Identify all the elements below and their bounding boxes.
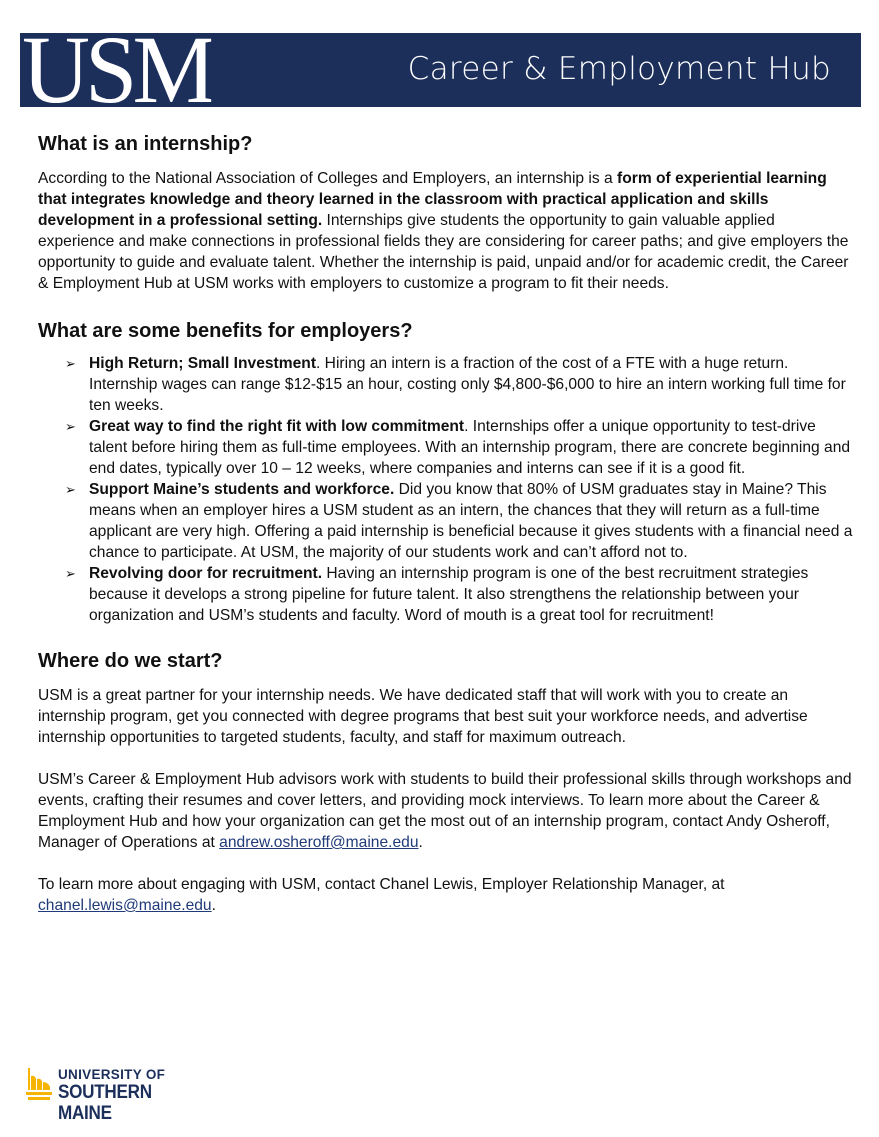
benefit-text: . Internships offer a unique opportunity to test-drive talent before hiring them as full-time employees. With an internship program, there are concrete beginning and end dates, typically over 10 – 12 weeks, where companies and interns can see if it is a good fit. (89, 418, 851, 477)
benefit-text: . Hiring an intern is a fraction of the cost of a FTE with a huge return. Internship wages can range $12-$15 an hour, costing only $4,800-$6,000 to hire an intern working full time for ten weeks. (89, 355, 846, 414)
arrowhead-bullet-icon: ➢ (65, 566, 76, 581)
list-item (38, 353, 853, 416)
benefits-list (38, 353, 853, 626)
start-paragraph-3 (38, 874, 853, 916)
usm-logo: USM (22, 25, 212, 107)
arrowhead-bullet-icon: ➢ (65, 419, 76, 434)
heading-what-is-internship: What is an internship? (38, 133, 253, 155)
list-item (38, 416, 853, 479)
benefit-title: High Return; Small Investment (89, 355, 317, 372)
arrowhead-bullet-icon: ➢ (65, 356, 76, 371)
document-body (38, 130, 853, 916)
period: . (211, 897, 216, 914)
banner-title: Career & Employment Hub (407, 51, 831, 87)
logo-line-1: UNIVERSITY OF (58, 1067, 166, 1082)
list-item (38, 563, 853, 626)
benefit-title: Revolving door for recruitment. (89, 565, 323, 582)
paragraph-3-text: To learn more about engaging with USM, contact Chanel Lewis, Employer Relationship Manager, at (38, 876, 725, 893)
paragraph-2-text: USM’s Career & Employment Hub advisors work with students to build their professional skills through workshops and events, crafting their resumes and cover letters, and providing mock interviews. To learn more about the Career & Employment Hub and how your organization can get the most out of an internship program, contact Andy Osheroff, Manager of Operations at (38, 771, 852, 851)
email-link-andrew[interactable]: andrew.osheroff@maine.edu (219, 834, 419, 851)
benefit-text: Did you know that 80% of USM graduates stay in Maine? This means when an employer hires a USM student as an intern, the chances that they will return as a full-time applicant are very high. Offering a paid internship is beneficial because it gives students with a financial need a chance to participate. At USM, the majority of our students work and can’t afford not to. (89, 481, 853, 561)
email-link-chanel[interactable]: chanel.lewis@maine.edu (38, 897, 212, 914)
intro-rest: Internships give students the opportunity to gain valuable applied experience and make connections in professional fields they are considering for career paths; and give employers the opportunity to guide and evaluate talent. Whether the internship is paid, unpaid and/or for academic credit, the Career & Employment Hub at USM works with employers to customize a program to fit their needs. (38, 212, 849, 292)
university-logo (25, 1066, 225, 1124)
intro-paragraph (38, 168, 853, 294)
period: . (418, 834, 423, 851)
lighthouse-mark-icon (25, 1066, 53, 1102)
benefit-text: Having an internship program is one of the best recruitment strategies because it develops a strong pipeline for future talent. It also strengthens the relationship between your organization and USM’s students and faculty. Word of mouth is a great tool for recruitment! (89, 565, 809, 624)
start-paragraph-1: USM is a great partner for your internship needs. We have dedicated staff that will work with you to create an internship program, get you connected with degree programs that best suit your workforce needs, and advertise internship opportunities to targeted students, faculty, and staff for maximum outreach. (38, 687, 808, 746)
logo-line-2: SOUTHERN MAINE (58, 1082, 152, 1124)
intro-lead: According to the National Association of Colleges and Employers, an internship is a (38, 170, 618, 187)
header-banner (20, 25, 861, 107)
benefit-title: Great way to find the right fit with low commitment (89, 418, 465, 435)
heading-where-start: Where do we start? (38, 650, 223, 672)
benefit-title: Support Maine’s students and workforce. (89, 481, 395, 498)
arrowhead-bullet-icon: ➢ (65, 482, 76, 497)
start-paragraph-2 (38, 769, 853, 853)
heading-benefits: What are some benefits for employers? (38, 320, 413, 342)
intro-definition: form of experiential learning that integrates knowledge and theory learned in the classroom with practical application and skills development in a professional setting. (38, 170, 827, 229)
list-item (38, 479, 853, 563)
